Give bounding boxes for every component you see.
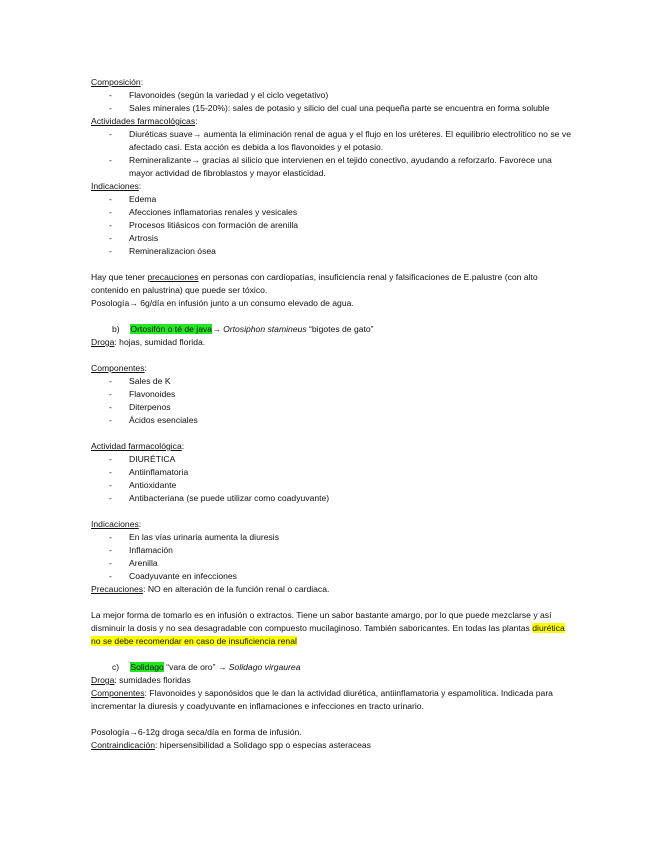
list-item: - Antibacteriana (se puede utilizar como coadyuvante) [91, 492, 571, 505]
list-item: - Antiinflamatoria [91, 466, 571, 479]
actividades-heading: Actividades farmacológicas: [91, 116, 198, 126]
droga-line: Droga: hojas, sumidad florida. [91, 337, 206, 347]
toma-paragraph: La mejor forma de tomarlo es en infusión o extractos. Tiene un sabor bastante amargo, por lo que puede mezclarse y así disminuir la dosis y no sea desagradable con compuesto mucilaginoso. También saboricantes. En todas las plantas diurética no se debe recomendar en caso de insuficiencia renal [91, 610, 565, 646]
list-item: - Artrosis [91, 232, 571, 245]
list-item: - En las vías urinaria aumenta la diuresis [91, 531, 571, 544]
precauciones-line: Precauciones: NO en alteración de la función renal o cardiaca. [91, 584, 330, 594]
droga-line: Droga: sumidades floridas [91, 675, 191, 685]
componentes-paragraph: Componentes: Flavonoides y saponósidos que le dan la actividad diurética, antiinflamatoria y espamolítica. Indicada para incrementar la diuresis y coadyuvante en inflamaciones e infecciones en tracto urinario. [91, 688, 553, 711]
list-item: - DIURÉTICA [91, 453, 571, 466]
list-item: - Remineralizacion ósea [91, 245, 571, 258]
posologia-line: Posología→ 6g/día en infusión junto a un consumo elevado de agua. [91, 298, 354, 308]
list-item: - Afecciones inflamatorias renales y vesicales [91, 206, 571, 219]
list-item: - Flavonoides (según la variedad y el ciclo vegetativo) [91, 89, 571, 102]
contraindicacion-line: Contraindicación: hipersensibilidad a Solidago spp o especias asteraceas [91, 740, 371, 750]
list-item: - Edema [91, 193, 571, 206]
list-item: - Ácidos esenciales [91, 414, 571, 427]
list-item: - Sales minerales (15-20%): sales de potasio y silicio del cual una pequeña parte se encuentra en forma soluble [91, 102, 571, 115]
list-item: - Sales de K [91, 375, 571, 388]
list-item: - Antioxidante [91, 479, 571, 492]
section-c-title: c) Solidago “vara de oro” → Solidago virgaurea [112, 662, 301, 672]
posologia-line: Posología→6-12g droga seca/día en forma de infusión. [91, 727, 302, 737]
componentes-heading: Componentes: [91, 363, 147, 373]
list-item: - Flavonoides [91, 388, 571, 401]
indicaciones-heading: Indicaciones: [91, 519, 142, 529]
list-item: - Diterpenos [91, 401, 571, 414]
composicion-heading: Composición: [91, 77, 144, 87]
list-item: - Inflamación [91, 544, 571, 557]
list-item: - Procesos litiásicos con formación de arenilla [91, 219, 571, 232]
list-item: - Arenilla [91, 557, 571, 570]
precauciones-paragraph: Hay que tener precauciones en personas con cardiopatías, insuficiencia renal y falsificaciones de E.palustre (con alto contenido en palustrina) que puede ser tóxico. [91, 272, 538, 295]
actividad-heading: Actividad farmacológica: [91, 441, 185, 451]
list-item: - Remineralizante→ gracias al silicio que intervienen en el tejido conectivo, ayudando a reforzarlo. Favorece una mayor actividad de fibroblastos y mayor elasticidad. [91, 154, 571, 180]
list-item: - Diuréticas suave→ aumenta la eliminación renal de agua y el flujo en los uréteres. El equilibrio electrolítico no se ve afectado casi. Esta acción es debida a los flavonoides y el potasio. [91, 128, 571, 154]
document-page [91, 76, 571, 752]
section-b-title: b) Ortosifón o té de java→ Ortosiphon stamineus “bigotes de gato” [112, 324, 374, 334]
list-item: - Coadyuvante en infecciones [91, 570, 571, 583]
indicaciones-heading: Indicaciones: [91, 181, 142, 191]
